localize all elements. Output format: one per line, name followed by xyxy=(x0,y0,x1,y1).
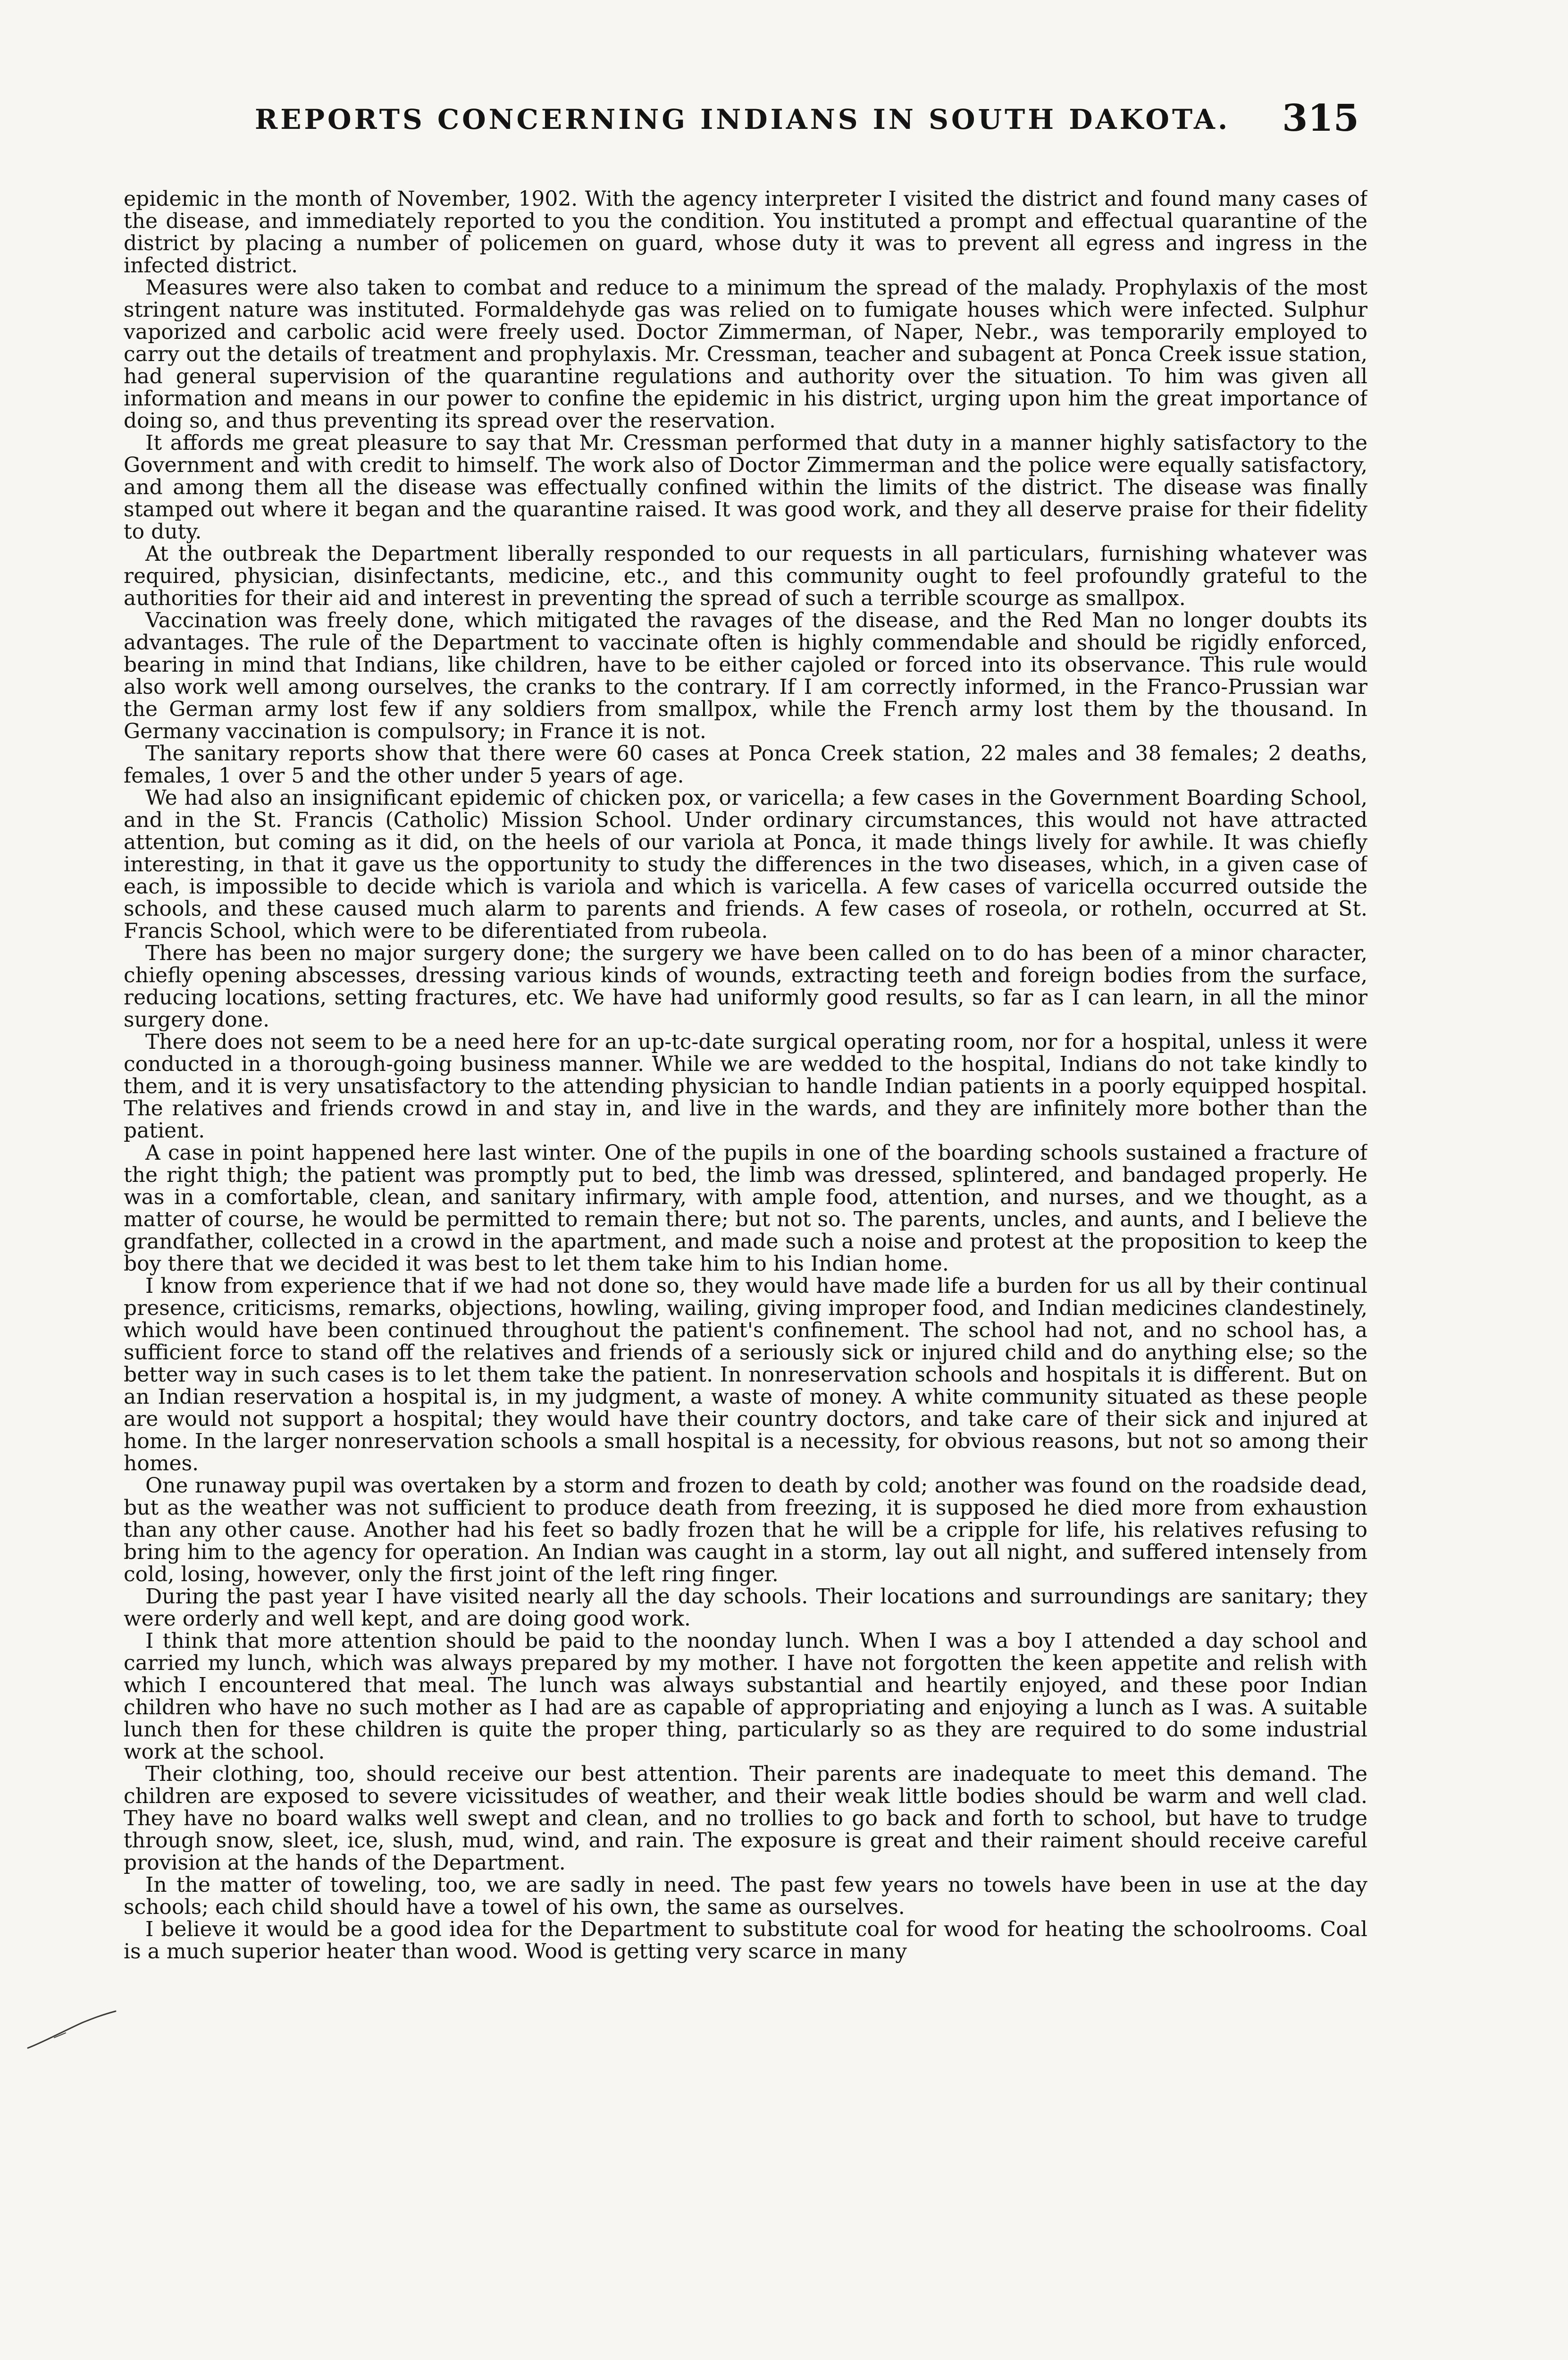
paragraph: In the matter of toweling, too, we are sadly in need. The past few years no towels have been in use at the day schools; each child should have a towel of his own, the same as ourselves. xyxy=(124,1873,1367,1919)
paragraph: I believe it would be a good idea for the Department to substitute coal for wood for heating the schoolrooms. Coal is a much superior heater than wood. Wood is getting very scarce in many xyxy=(124,1917,1367,1964)
paragraph: There does not seem to be a need here for an up-tc-date surgical operating room, nor for a hospital, unless it were conducted in a thorough-going business manner. While we are wedded to the hospital, Indians do not take kindly to them, and it is very unsatisfactory to the attending physician to handle Indian patients in a poorly equipped hospital. The relatives and friends crowd in and stay in, and live in the wards, and they are infinitely more bother than the patient. xyxy=(124,1030,1367,1143)
paragraph: There has been no major surgery done; the surgery we have been called on to do has been of a minor character, chiefly opening abscesses, dressing various kinds of wounds, extracting teeth and foreign bodies from the surface, reducing locations, setting fractures, etc. We have had uniformly good results, so far as I can learn, in all the minor surgery done. xyxy=(124,941,1367,1032)
paragraph: Their clothing, too, should receive our best attention. Their parents are inadequate to meet this demand. The children are exposed to severe vicissitudes of weather, and their weak little bodies should be warm and well clad. They have no board walks well swept and clean, and no trollies to go back and forth to school, but have to trudge through snow, sleet, ice, slush, mud, wind, and rain. The exposure is great and their raiment should receive careful provision at the hands of the Department. xyxy=(124,1762,1367,1875)
paragraph: Measures were also taken to combat and reduce to a minimum the spread of the malady. Prophylaxis of the most stringent nature was instituted. Formaldehyde gas was relied on to fumigate houses which were infected. Sulphur vaporized and carbolic acid were freely used. Doctor Zimmerman, of Naper, Nebr., was temporarily employed to carry out the details of treatment and prophylaxis. Mr. Cressman, teacher and subagent at Ponca Creek issue station, had general supervision of the quarantine regulations and authority over the situation. To him was given all information and means in our power to confine the epidemic in his district, urging upon him the great importance of doing so, and thus preventing its spread over the reservation. xyxy=(124,276,1367,433)
body-text xyxy=(124,188,1367,2293)
paragraph: It affords me great pleasure to say that Mr. Cressman performed that duty in a manner highly satisfactory to the Government and with credit to himself. The work also of Doctor Zimmerman and the police were equally satisfactory, and among them all the disease was effectually confined within the limits of the district. The disease was finally stamped out where it began and the quarantine raised. It was good work, and they all deserve praise for their fidelity to duty. xyxy=(124,431,1367,544)
paragraph: I think that more attention should be paid to the noonday lunch. When I was a boy I attended a day school and carried my lunch, which was always prepared by my mother. I have not forgotten the keen appetite and relish with which I encountered that meal. The lunch was always substantial and heartily enjoyed, and these poor Indian children who have no such mother as I had are as capable of appropriating and enjoying a lunch as I was. A suitable lunch then for these children is quite the proper thing, particularly so as they are required to do some industrial work at the school. xyxy=(124,1629,1367,1764)
paragraph: During the past year I have visited nearly all the day schools. Their locations and surroundings are sanitary; they were orderly and well kept, and are doing good work. xyxy=(124,1585,1367,1631)
paragraph: A case in point happened here last winter. One of the pupils in one of the boarding schools sustained a fracture of the right thigh; the patient was promptly put to bed, the limb was dressed, splintered, and bandaged properly. He was in a comfortable, clean, and sanitary infirmary, with ample food, attention, and nurses, and we thought, as a matter of course, he would be permitted to remain there; but not so. The parents, uncles, and aunts, and I believe the grandfather, collected in a crowd in the apartment, and made such a noise and protest at the proposition to keep the boy there that we decided it was best to let them take him to his Indian home. xyxy=(124,1141,1367,1276)
paragraph: At the outbreak the Department liberally responded to our requests in all particulars, furnishing whatever was required, physician, disinfectants, medicine, etc., and this community ought to feel profoundly grateful to the authorities for their aid and interest in preventing the spread of such a terrible scourge as smallpox. xyxy=(124,542,1367,610)
pencil-mark-icon xyxy=(26,2008,120,2051)
paragraph: The sanitary reports show that there were 60 cases at Ponca Creek station, 22 males and 38 females; 2 deaths, females, 1 over 5 and the other under 5 years of age. xyxy=(124,742,1367,788)
page-number: 315 xyxy=(1282,97,1359,140)
paragraph: I know from experience that if we had not done so, they would have made life a burden for us all by their continual presence, criticisms, remarks, objections, howling, wailing, giving improper food, and Indian medicines clandestinely, which would have been continued throughout the patient's confinement. The school had not, and no school has, a sufficient force to stand off the relatives and friends of a seriously sick or injured child and do anything else; so the better way in such cases is to let them take the patient. In nonreservation schools and hospitals it is different. But on an Indian reservation a hospital is, in my judgment, a waste of money. A white community situated as these people are would not support a hospital; they would have their country doctors, and take care of their sick and injured at home. In the larger nonreservation schools a small hospital is a necessity, for obvious reasons, but not so among their homes. xyxy=(124,1274,1367,1475)
paragraph: epidemic in the month of November, 1902. With the agency interpreter I visited the district and found many cases of the disease, and immediately reported to you the condition. You instituted a prompt and effectual quarantine of the district by placing a number of policemen on guard, whose duty it was to prevent all egress and ingress in the infected district. xyxy=(124,188,1367,278)
paragraph: One runaway pupil was overtaken by a storm and frozen to death by cold; another was found on the roadside dead, but as the weather was not sufficient to produce death from freezing, it is supposed he died more from exhaustion than any other cause. Another had his feet so badly frozen that he will be a cripple for life, his relatives refusing to bring him to the agency for operation. An Indian was caught in a storm, lay out all night, and suffered intensely from cold, losing, however, only the first joint of the left ring finger. xyxy=(124,1474,1367,1586)
paragraph: We had also an insignificant epidemic of chicken pox, or varicella; a few cases in the Government Boarding School, and in the St. Francis (Catholic) Mission School. Under ordinary circumstances, this would not have attracted attention, but coming as it did, on the heels of our variola at Ponca, it made things lively for awhile. It was chiefly interesting, in that it gave us the opportunity to study the differences in the two diseases, which, in a given case of each, is impossible to decide which is variola and which is varicella. A few cases of varicella occurred outside the schools, and these caused much alarm to parents and friends. A few cases of roseola, or rotheln, occurred at St. Francis School, which were to be diferentiated from rubeola. xyxy=(124,786,1367,943)
running-header-title: REPORTS CONCERNING INDIANS IN SOUTH DAKOTA. xyxy=(255,103,1231,135)
running-header xyxy=(255,97,1359,153)
paragraph: Vaccination was freely done, which mitigated the ravages of the disease, and the Red Man no longer doubts its advantages. The rule of the Department to vaccinate often is highly commendable and should be rigidly enforced, bearing in mind that Indians, like children, have to be either cajoled or forced into its observance. This rule would also work well among ourselves, the cranks to the contrary. If I am correctly informed, in the Franco-Prussian war the German army lost few if any soldiers from smallpox, while the French army lost them by the thousand. In Germany vaccination is compulsory; in France it is not. xyxy=(124,608,1367,743)
